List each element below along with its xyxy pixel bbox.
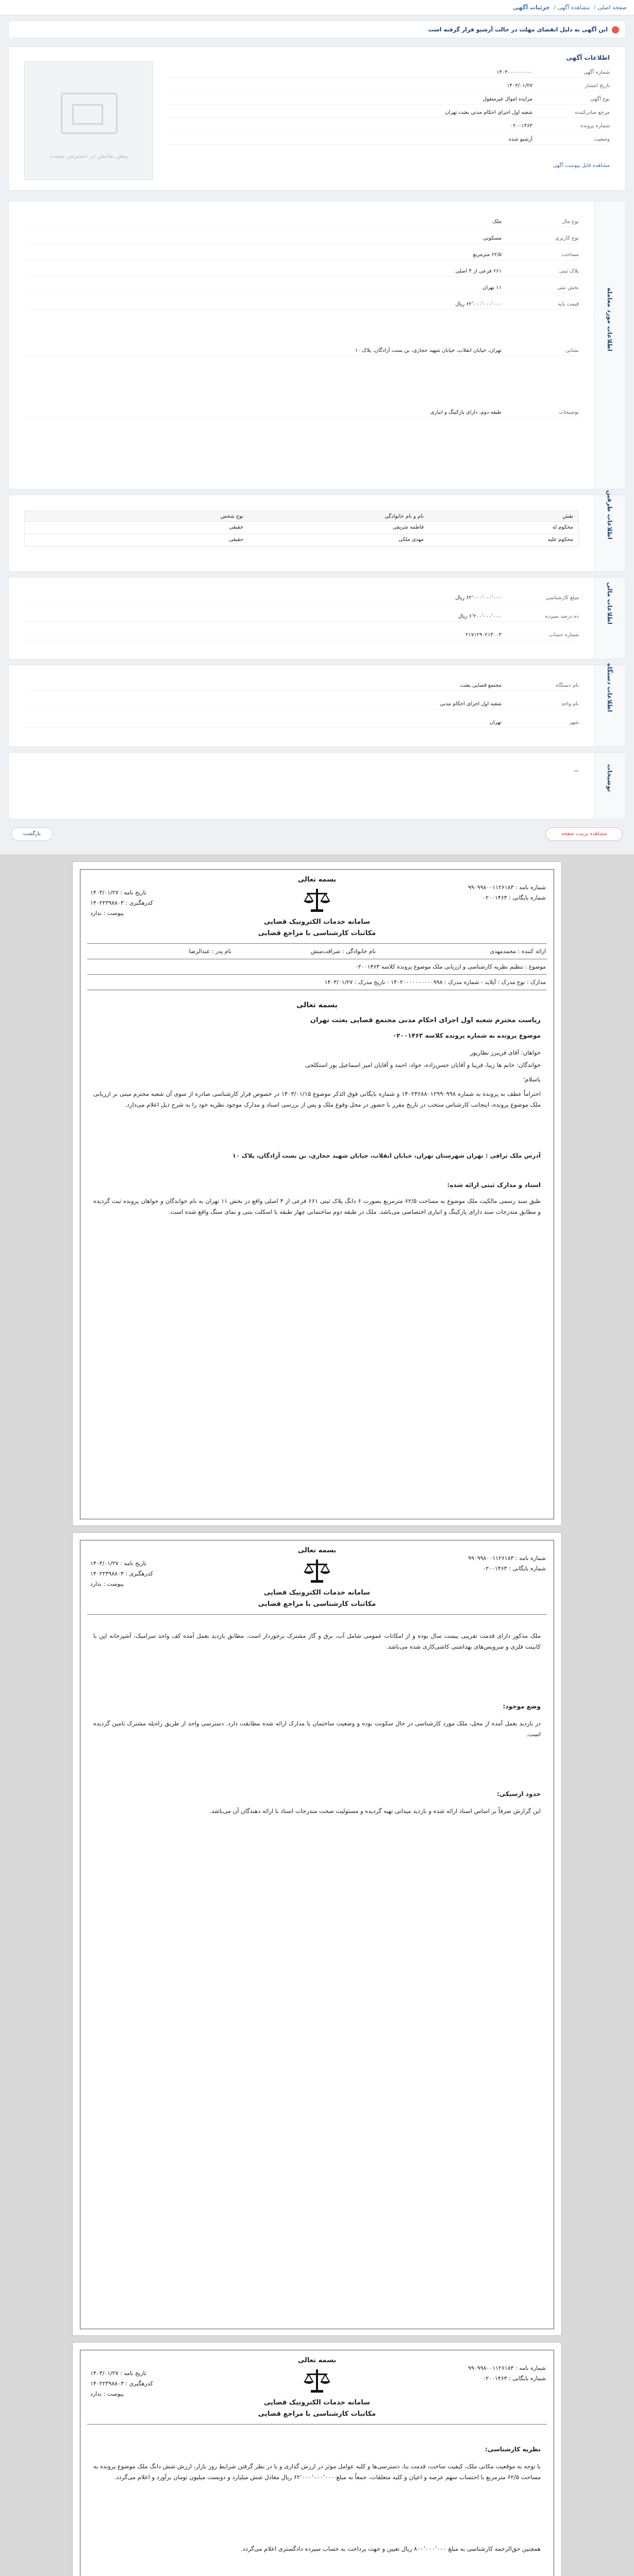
page-frame xyxy=(80,1540,554,2329)
info-value: آرشیو شده xyxy=(508,137,532,142)
org-name: سامانه خدمات الکترونیک قضایی xyxy=(264,918,370,926)
info-key: شماره حساب xyxy=(548,632,579,638)
cell: مهدی ملکی xyxy=(398,537,424,543)
judiciary-emblem-icon xyxy=(303,887,331,913)
org-subtitle: مکاتبات کارشناسی با مراجع قضایی xyxy=(258,929,376,937)
info-key: نوع کاربری xyxy=(555,235,579,241)
info-row xyxy=(24,630,579,640)
preview-caption: پیش نمایش در دسترس نیست xyxy=(49,152,128,159)
info-row xyxy=(24,250,579,260)
info-key: قیمت پایه xyxy=(558,301,579,307)
bismillah: بسمه تعالی xyxy=(297,1547,337,1554)
docs-heading: اسناد و مدارک ثبتی ارائه شده: xyxy=(447,1181,541,1189)
cell: محکوم علیه xyxy=(547,537,573,543)
info-value: ملک xyxy=(492,219,502,225)
org-subtitle: مکاتبات کارشناسی با مراجع قضایی xyxy=(258,1600,376,1608)
col-header: نام و نام خانوادگی xyxy=(385,514,424,519)
info-key: مبلغ کارشناسی xyxy=(546,595,579,601)
info-row xyxy=(24,681,579,691)
col-header: نقش xyxy=(562,514,573,519)
info-key: نوع مال xyxy=(562,219,579,225)
info-value: ۱۱ تهران xyxy=(482,285,502,291)
letter-number: شماره نامه : ۹۹۰۹۹۸۰۰۱۱۲۶۱۸۳ xyxy=(468,1555,546,1562)
document-page-2 xyxy=(72,1532,562,2336)
submitter-name: ارائه کننده : محمدمهدی xyxy=(490,948,546,955)
letter-date: تاریخ نامه : ۱۴۰۳/۰۱/۲۷ xyxy=(90,889,146,896)
info-row xyxy=(24,593,579,603)
building-paragraph: ملک مذکور دارای قدمت تقریبی بیست سال بوده و از امکانات عمومی شامل آب، برق و گاز مشترک برخوردار است. مطابق بازدید بعمل آمده کف واحد سرامیک، آشپزخانه اپن با کابینت فلزی و سرویس‌های بهداشتی کاشی‌کاری شده می‌باشد. xyxy=(93,1632,541,1650)
table-row xyxy=(24,522,579,534)
info-row xyxy=(24,266,579,277)
info-row xyxy=(169,94,610,105)
info-key: پلاک ثبتی xyxy=(559,268,579,274)
letter-date: تاریخ نامه : ۱۴۰۳/۰۱/۲۷ xyxy=(90,1560,146,1567)
info-key: نام دستگاه xyxy=(556,683,579,688)
notes-text: — xyxy=(574,768,579,774)
financial-card xyxy=(8,577,626,659)
details-side-label xyxy=(594,201,625,489)
archive-number: شماره بایگانی : ۰۲۰۰۱۴۶۳ xyxy=(482,1565,546,1572)
status-paragraph: در بازدید بعمل آمده از محل، ملک مورد کارشناسی در حال سکونت بوده و وضعیت ساختمان با مدارک ارائه شده مطابقت دارد. دسترسی واحد از طریق راه‌پله مشترک تامین گردیده است. xyxy=(93,1720,541,1738)
info-value: شعبه اول اجرای احکام مدنی بعثت تهران xyxy=(445,110,532,115)
intro-paragraph: احتراماً عطف به پرونده به شماره ۱۴۰۲۳۶۸۸۰۱۲۹۹۰۹۹۸ و شماره بایگانی فوق الذکر موضوع ۱۴۰۳/۰۱/۱۵ در خصوص قرار کارشناسی صادره از سوی آن شعبه محترم مبنی بر ارزیابی ملک موضوع پرونده، اینجانب کارشناس منتخب در تاریخ مقرر با حضور در محل وقوع ملک و پس از بررسی اسناد و مدارک موجود نظریه خود را به شرح ذیل اعلام می‌دارد. xyxy=(93,1090,541,1108)
org-card xyxy=(8,665,626,747)
letter-documents: مدارک : نوع مدرک : آپلاید - شماره مدرک : ۱۴۰۲۰۰۰۰۰۰۰۰۰۰۹۹۸ - تاریخ مدرک : ۱۴۰۳/۰۱/۲۷ xyxy=(324,979,546,986)
info-value: ۰۲۰۰۱۴۶۳ xyxy=(510,123,532,129)
judiciary-emblem-icon xyxy=(303,1557,331,1584)
info-value: طبقه دوم، دارای پارکینگ و انباری xyxy=(430,410,502,415)
cell: حقیقی xyxy=(229,524,243,530)
info-row xyxy=(24,408,579,418)
overview-card xyxy=(8,46,626,191)
info-value: ۶٬۲۰۰٬۰۰۰٬۰۰۰ ریال xyxy=(458,614,502,619)
info-value: ۶۶۱ فرعی از ۴ اصلی xyxy=(455,268,502,274)
org-side-label xyxy=(594,665,625,747)
info-row xyxy=(24,233,579,244)
cell: فاطمه شریفی xyxy=(392,524,424,530)
table-row xyxy=(24,534,579,547)
info-value: مسکونی xyxy=(482,235,502,241)
letter-title: ریاست محترم شعبه اول اجرای احکام مدنی مجتمع قضایی بعثت تهران xyxy=(310,1016,541,1024)
breadcrumb-home[interactable]: صفحه اصلی xyxy=(597,4,627,11)
bismillah: بسمه تعالی xyxy=(297,2357,337,2364)
rights-heading: حدود ارسیکی: xyxy=(496,1790,541,1798)
attachment-link[interactable]: مشاهده فایل پیوست آگهی xyxy=(553,163,610,168)
info-key: ده درصد سپرده xyxy=(545,614,579,619)
info-key: توضیحات xyxy=(559,410,579,415)
details-card xyxy=(8,201,626,489)
info-value: مجتمع قضایی بعثت xyxy=(460,683,502,688)
info-value: تهران xyxy=(489,720,502,725)
info-key: مرجع صادرکننده xyxy=(575,110,610,115)
divider xyxy=(87,974,547,975)
info-key: شهر xyxy=(569,720,579,725)
info-row xyxy=(24,699,579,709)
cell: محکوم له xyxy=(552,524,573,530)
financial-side-label xyxy=(594,578,625,659)
button-bar xyxy=(8,823,626,844)
notes-card xyxy=(8,752,626,819)
info-key: شماره آگهی xyxy=(583,70,610,75)
archive-notice xyxy=(8,21,626,38)
notes-side-label xyxy=(594,753,625,819)
greeting: باسلام؛ xyxy=(523,1076,541,1083)
archive-notice-text: این آگهی به دلیل انقضای مهلت در حالت آرشیو قرار گرفته است xyxy=(428,26,608,33)
info-key: وضعیت xyxy=(594,137,610,142)
letter-number: شماره نامه : ۹۹۰۹۹۸۰۰۱۱۲۶۱۸۳ xyxy=(468,2365,546,2371)
docs-paragraph: طبق سند رسمی مالکیت ملک موضوع به مساحت ۶۲/۵ مترمربع بصورت ۶ دانگ پلاک ثبتی ۶۶۱ فرعی از ۴ اصلی واقع در بخش ۱۱ تهران به نام خواندگان و خواهان پرونده ثبت گردیده و مطابق مندرجات سند دارای پارکینگ و انباری اختصاصی می‌باشد. ملک در طبقه دوم ساختمانی چهار طبقه با اسکلت بتنی و نمای سنگ واقع شده است. xyxy=(93,1197,541,1215)
property-address: آدرس ملک ترافی : تهران شهرستان تهران، خیابان انقلاب، خیابان شهید حجازی، بن بست آزادگان، پلاک ۱۰ xyxy=(232,1152,541,1159)
info-value: ۶۲٬۰۰۰٬۰۰۰٬۰۰۰ ریال xyxy=(455,595,502,601)
divider xyxy=(87,2424,547,2425)
notes-title: توضیحات xyxy=(606,764,613,792)
parties-card xyxy=(8,490,626,572)
info-row xyxy=(24,718,579,728)
parties-title: اطلاعات طرفین xyxy=(606,490,613,539)
fee-paragraph: همچنین حق‌الزحمه کارشناسی به مبلغ ۸۰۰٬۰۰۰٬۰۰۰ ریال تعیین و جهت پرداخت به حساب سپرده دادگستری اعلام می‌گردد. xyxy=(241,2545,541,2552)
top-bar xyxy=(0,0,634,15)
attachment-info: پیوست : ندارد xyxy=(90,910,124,917)
info-value: ۱۴۰۳۰۰۰۰۰۰۰۰۰ xyxy=(496,70,532,75)
info-value: تهران، خیابان انقلاب، خیابان شهید حجازی، بن بست آزادگان، پلاک ۱۰ xyxy=(355,348,502,353)
breadcrumb xyxy=(513,4,627,11)
plaintiff: خواهان: آقای فریبرز نظارپور xyxy=(470,1049,541,1056)
back-button[interactable]: بازگشت xyxy=(11,827,53,841)
rights-paragraph: این گزارش صرفاً بر اساس اسناد ارائه شده و بازدید میدانی تهیه گردیده و مسئولیت صحت مندرجات اسناد با ارائه دهندگان آن می‌باشد. xyxy=(209,1807,541,1815)
preview-placeholder xyxy=(24,61,153,180)
info-row xyxy=(169,108,610,118)
info-value: شعبه اول اجرای احکام مدنی xyxy=(440,701,502,707)
defendants: خواندگان: خانم ها زیبا، فریبا و آقایان حسن‌زاده، جواد، احمد و آقایان امیر اسماعیل پور استکلجی xyxy=(305,1061,541,1069)
print-button[interactable]: مشاهده پرینت صفحه xyxy=(545,827,623,841)
info-row xyxy=(24,612,579,622)
info-key: بخش ثبتی xyxy=(557,285,579,291)
info-row xyxy=(169,67,610,78)
tracking-code: کدرهگیری : ۱۴۰۲۲۳۹۸۸۰۳ xyxy=(90,900,153,906)
alert-icon xyxy=(612,26,619,33)
case-subject: موضوع پرونده به شماره پرونده کلاسه ۰۲۰۰۱۴۶۳ xyxy=(392,1032,541,1039)
table-header xyxy=(24,511,579,522)
org-subtitle: مکاتبات کارشناسی با مراجع قضایی xyxy=(258,2410,376,2418)
letter-date: تاریخ نامه : ۱۴۰۳/۰۱/۲۷ xyxy=(90,2370,146,2377)
breadcrumb-separator: / xyxy=(554,4,556,11)
col-header: نوع شخص xyxy=(220,514,243,519)
info-row xyxy=(24,217,579,227)
document-page-3 xyxy=(72,2342,562,2576)
info-row xyxy=(24,283,579,293)
attachment-info: پیوست : ندارد xyxy=(90,1581,124,1587)
info-row xyxy=(169,81,610,91)
image-placeholder-inner xyxy=(72,104,103,125)
info-value: ۲۱۷۱۲۹۰۲۱۴۰۰۳ xyxy=(465,632,502,638)
breadcrumb-current: جزئیات آگهی xyxy=(513,4,550,11)
letter-number: شماره نامه : ۹۹۰۹۹۸۰۰۱۱۲۶۱۸۳ xyxy=(468,884,546,891)
org-name: سامانه خدمات الکترونیک قضایی xyxy=(264,1589,370,1597)
info-value: مزایده اموال غیرمنقول xyxy=(482,96,532,102)
info-row xyxy=(169,121,610,131)
org-title: اطلاعات دستگاه xyxy=(606,663,613,712)
judiciary-emblem-icon xyxy=(303,2367,331,2394)
info-row xyxy=(24,299,579,310)
financial-title: اطلاعات مالی xyxy=(606,582,613,624)
opinion-heading: نظریه کارشناسی: xyxy=(485,2446,541,2453)
breadcrumb-section[interactable]: مشاهده آگهی xyxy=(557,4,590,11)
divider xyxy=(87,943,547,944)
document-page-1 xyxy=(72,861,562,1526)
letter-subject: موضوع : تنظیم نظریه کارشناسی و ارزیابی ملک موضوع پرونده کلاسه ۰۲۰۰۱۴۶۳ xyxy=(355,963,546,970)
archive-number: شماره بایگانی : ۰۲۰۰۱۴۶۳ xyxy=(482,2375,546,2382)
info-value: ۶۲/۵ مترمربع xyxy=(473,252,502,258)
bismillah: بسمه تعالی xyxy=(297,876,337,884)
info-value: ۶۲٬۰۰۰٬۰۰۰٬۰۰۰ ریال xyxy=(455,301,502,307)
details-title: اطلاعات مورد معامله xyxy=(606,287,613,351)
info-key: نوع آگهی xyxy=(590,96,610,102)
info-row xyxy=(169,134,610,145)
submitter-family: نام خانوادگی : شرافت‌منش xyxy=(310,948,376,955)
divider xyxy=(87,1614,547,1615)
portal-view xyxy=(0,0,634,854)
info-key: مساحت xyxy=(561,252,579,258)
org-name: سامانه خدمات الکترونیک قضایی xyxy=(264,2399,370,2406)
overview-title: اطلاعات آگهی xyxy=(566,54,610,61)
opinion-paragraph: با توجه به موقعیت مکانی ملک، کیفیت ساخت، قدمت بنا، دسترسی‌ها و کلیه عوامل موثر در ارزش گذاری و با در نظر گرفتن شرایط روز بازار، ارزش شش دانگ ملک موضوع پرونده به مساحت ۶۲/۵ مترمربع با احتساب سهم عرصه و اعیان و کلیه متعلقات، جمعاً به مبلغ ۶۲٬۰۰۰٬۰۰۰٬۰۰۰ ریال معادل شش میلیارد و دویست میلیون تومان برآورد و اعلام می‌گردد. xyxy=(93,2463,541,2481)
parties-table xyxy=(24,511,579,547)
info-key: نشانی xyxy=(565,348,579,353)
archive-number: شماره بایگانی : ۰۲۰۰۱۴۶۳ xyxy=(482,894,546,901)
tracking-code: کدرهگیری : ۱۴۰۲۲۳۹۸۸۰۳ xyxy=(90,2380,153,2387)
tracking-code: کدرهگیری : ۱۴۰۲۲۳۹۸۸۰۳ xyxy=(90,1570,153,1577)
parties-side-label xyxy=(594,490,625,571)
status-heading: وضع موجود: xyxy=(503,1703,541,1710)
cell: حقیقی xyxy=(229,537,243,543)
info-key: نام واحد xyxy=(561,701,579,707)
info-row xyxy=(24,346,579,356)
info-key: شماره پرونده xyxy=(580,123,610,129)
info-value: ۱۴۰۳/۰۱/۲۷ xyxy=(507,83,532,89)
breadcrumb-separator: / xyxy=(593,4,596,11)
submitter-father: نام پدر : عبدالرضا xyxy=(189,948,231,955)
attachment-info: پیوست : ندارد xyxy=(90,2391,124,2397)
body-bismillah: بسمه تعالی xyxy=(296,1001,338,1009)
info-key: تاریخ انتشار xyxy=(585,83,610,89)
